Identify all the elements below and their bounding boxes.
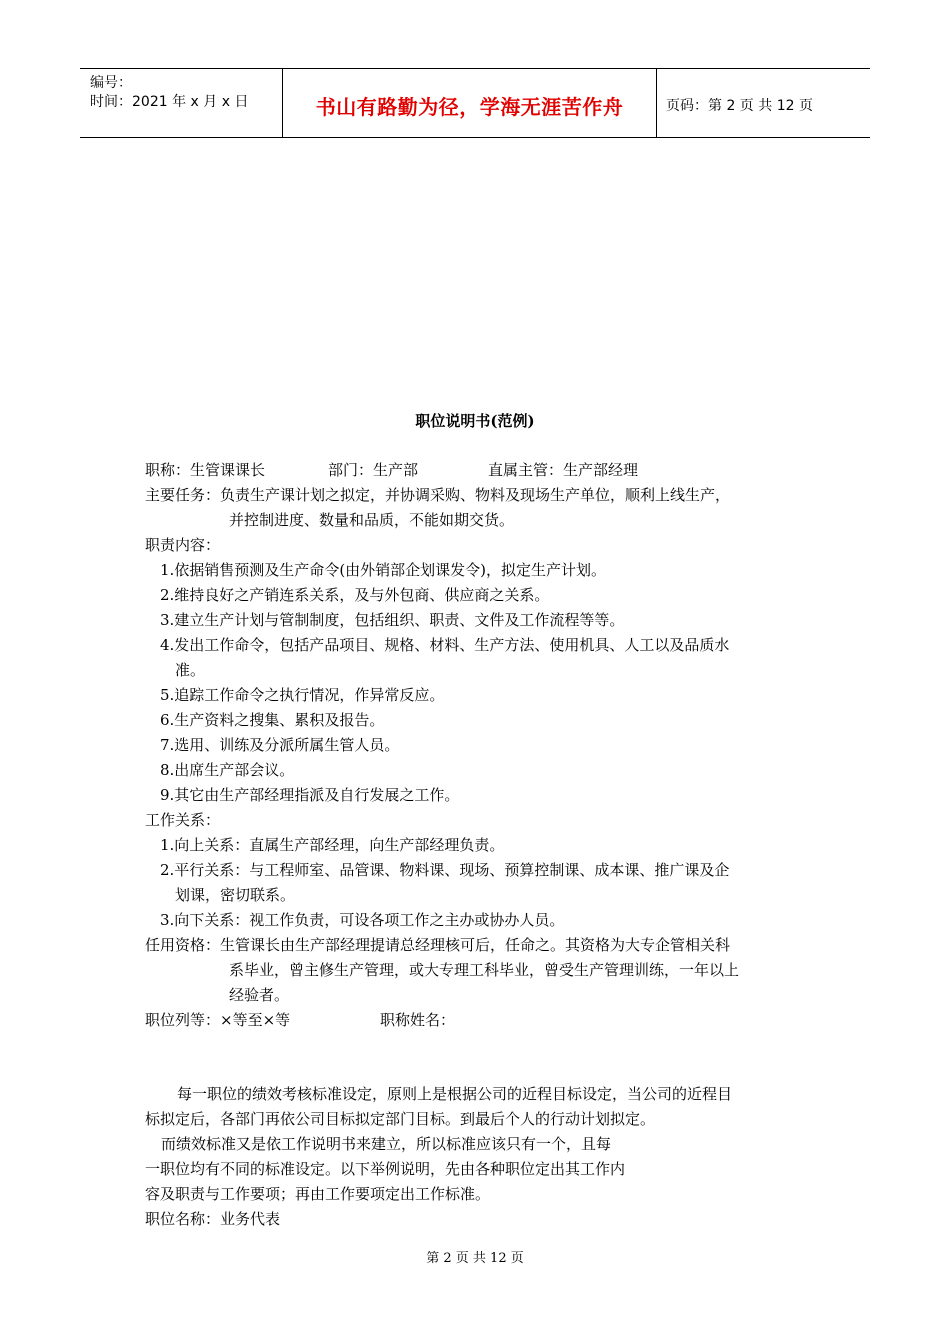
duties-heading: 职责内容： bbox=[145, 536, 221, 554]
name-field: 职称姓名： bbox=[380, 1011, 456, 1029]
motto-text: 书山有路勤为径，学海无涯苦作舟 bbox=[315, 95, 624, 119]
duty-item: 2.维持良好之产销连系关系，及与外包商、供应商之关系。 bbox=[160, 586, 550, 604]
body-line: 而绩效标准又是依工作说明书来建立，所以标准应该只有一个，且每 bbox=[161, 1135, 612, 1153]
body-line: 每一职位的绩效考核标准设定，原则上是根据公司的近程目标设定，当公司的近程目 bbox=[177, 1085, 733, 1103]
duty-item: 3.建立生产计划与管制制度，包括组织、职责、文件及工作流程等等。 bbox=[160, 611, 625, 629]
grade-field: 职位列等：×等至×等 bbox=[145, 1011, 291, 1029]
duty-item: 5.追踪工作命令之执行情况，作异常反应。 bbox=[160, 686, 445, 704]
header-info-cell bbox=[80, 69, 282, 137]
relation-item: 1.向上关系：直属生产部经理，向生产部经理负责。 bbox=[160, 836, 505, 854]
duty-item: 准。 bbox=[175, 661, 206, 679]
duty-item: 9.其它由生产部经理指派及自行发展之工作。 bbox=[160, 786, 460, 804]
relation-item: 2.平行关系：与工程师室、品管课、物料课、现场、预算控制课、成本课、推广课及企 bbox=[160, 861, 730, 879]
number-label: 编号： bbox=[90, 75, 132, 91]
duty-item: 4.发出工作命令，包括产品项目、规格、材料、生产方法、使用机具、人工以及品质水 bbox=[160, 636, 730, 654]
qualification-line: 任用资格：生管课长由生产部经理提请总经理核可后，任命之。其资格为大专企管相关科 bbox=[145, 936, 731, 954]
page-footer: 第 2 页 共 12 页 bbox=[426, 1251, 524, 1266]
body-line: 标拟定后，各部门再依公司目标拟定部门目标。到最后个人的行动计划拟定。 bbox=[145, 1110, 656, 1128]
duty-item: 6.生产资料之搜集、累积及报告。 bbox=[160, 711, 385, 729]
duty-item: 8.出席生产部会议。 bbox=[160, 761, 295, 779]
duty-item: 7.选用、训练及分派所属生管人员。 bbox=[160, 736, 400, 754]
main-task-line: 主要任务：负责生产课计划之拟定，并协调采购、物料及现场生产单位，顺利上线生产， bbox=[145, 486, 731, 504]
duty-item: 1.依据销售预测及生产命令(由外销部企划课发令)，拟定生产计划。 bbox=[160, 561, 607, 579]
qualification-line: 经验者。 bbox=[229, 986, 290, 1004]
body-line: 职位名称：业务代表 bbox=[145, 1210, 281, 1228]
main-task-line: 并控制进度、数量和品质，不能如期交货。 bbox=[229, 511, 515, 529]
department-field: 部门：生产部 bbox=[328, 461, 419, 479]
relation-item: 3.向下关系：视工作负责，可设各项工作之主办或协办人员。 bbox=[160, 911, 565, 929]
header-page-cell bbox=[656, 69, 870, 137]
header-motto-cell bbox=[282, 69, 657, 137]
relations-heading: 工作关系： bbox=[145, 811, 221, 829]
body-line: 容及职责与工作要项；再由工作要项定出工作标准。 bbox=[145, 1185, 491, 1203]
date-line: 时间：2021 年 x 月 x 日 bbox=[90, 94, 249, 110]
supervisor-field: 直属主管：生产部经理 bbox=[488, 461, 639, 479]
page-info: 页码：第 2 页 共 12 页 bbox=[666, 98, 813, 114]
body-line: 一职位均有不同的标准设定。以下举例说明，先由各种职位定出其工作内 bbox=[145, 1160, 626, 1178]
qualification-line: 系毕业，曾主修生产管理，或大专理工科毕业，曾受生产管理训练，一年以上 bbox=[229, 961, 740, 979]
page-header bbox=[80, 68, 870, 138]
document-title: 职位说明书(范例) bbox=[415, 412, 535, 430]
relation-item: 划课，密切联系。 bbox=[175, 886, 296, 904]
job-title-field: 职称：生管课课长 bbox=[145, 461, 266, 479]
